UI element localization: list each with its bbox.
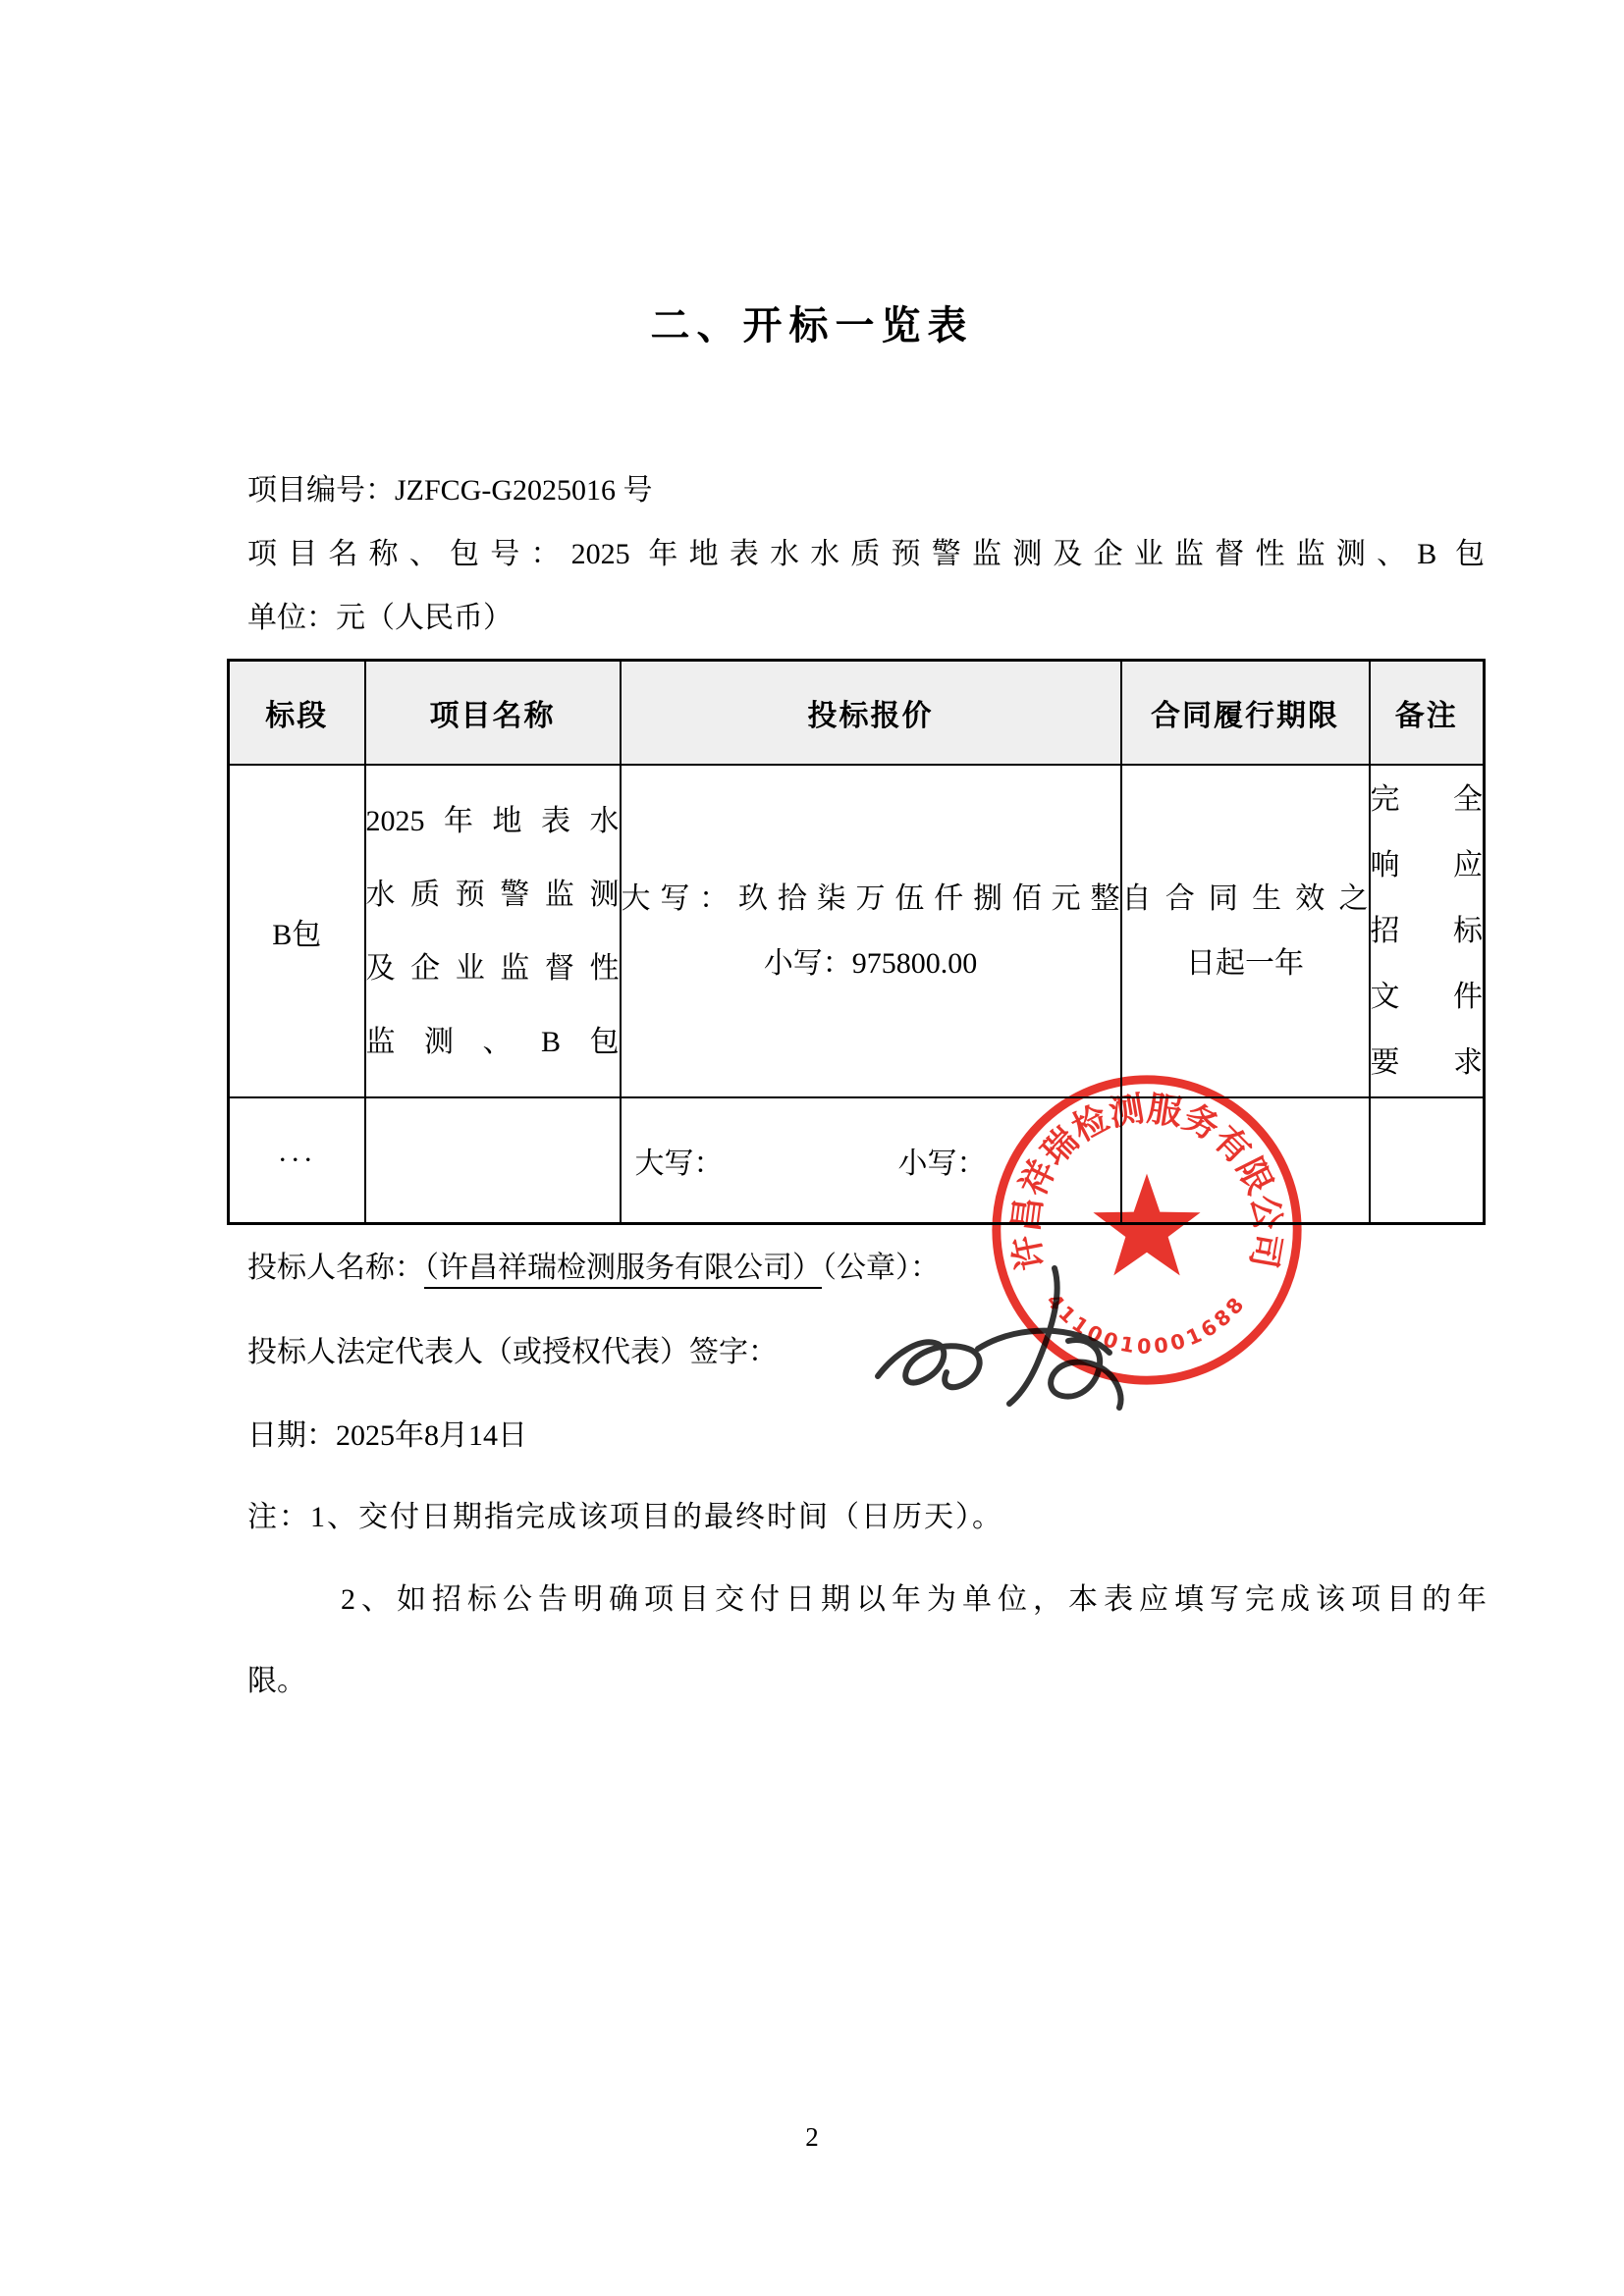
ellipsis-mark: ··· xyxy=(277,1144,316,1176)
cell-remark-empty xyxy=(1370,1097,1485,1224)
contract-period-line-1: 自合同生效之 xyxy=(1121,881,1369,915)
remark-line-1: 完全 xyxy=(1370,783,1483,816)
project-name-line-2: 水质预警监测 xyxy=(365,878,620,911)
header-remark: 备注 xyxy=(1370,661,1485,766)
unit-line: 单位：元（人民币） xyxy=(247,602,513,634)
project-meta xyxy=(247,471,1485,663)
header-project-name: 项目名称 xyxy=(365,661,621,766)
note-line-2: 2、如招标公告明确项目交付日期以年为单位，本表应填写完成该项目的年 xyxy=(341,1583,1492,1616)
project-name-line-4: 监测、B包 xyxy=(365,1025,620,1058)
seal-company-name: 许昌祥瑞检测服务有限公司 xyxy=(1005,1089,1288,1274)
cell-bid-price xyxy=(621,765,1121,1097)
header-bid-price: 投标报价 xyxy=(621,661,1121,766)
bid-price-upper-label: 大写： xyxy=(634,1148,724,1180)
project-name-line-3: 及企业监督性 xyxy=(365,951,620,985)
seal-number: 4110010001688 xyxy=(1041,1289,1249,1359)
header-contract-period: 合同履行期限 xyxy=(1121,661,1370,766)
cell-project-name xyxy=(365,765,621,1097)
remark-line-4: 文件 xyxy=(1370,981,1483,1013)
bidder-name-label: 投标人名称： xyxy=(247,1252,424,1284)
remark-line-3: 招标 xyxy=(1370,915,1483,947)
company-seal-stamp xyxy=(982,1065,1312,1395)
representative-signature-line: 投标人法定代表人（或授权代表）签字： xyxy=(247,1336,778,1368)
project-number-line: 项目编号：JZFCG-G2025016 号 xyxy=(247,474,653,507)
page-number: 2 xyxy=(805,2122,819,2152)
contract-period-line-2: 日起一年 xyxy=(1186,946,1304,980)
bidder-name-line xyxy=(247,1249,940,1288)
remark-line-2: 响应 xyxy=(1370,849,1483,881)
note-line-1: 注：1、交付日期指完成该项目的最终时间（日历天）。 xyxy=(247,1501,1003,1533)
seal-label: （公章）： xyxy=(822,1252,940,1284)
remark-line-5: 要求 xyxy=(1370,1046,1483,1079)
cell-section-ellipsis xyxy=(229,1097,365,1224)
bidder-name-value: （许昌祥瑞检测服务有限公司） xyxy=(424,1252,822,1289)
table-header-row xyxy=(229,661,1485,766)
bid-price-lower: 小写：975800.00 xyxy=(763,946,978,980)
bid-price-lower-label: 小写： xyxy=(897,1148,987,1180)
seal-star-icon xyxy=(1093,1174,1200,1276)
header-section: 标段 xyxy=(229,661,365,766)
date-line: 日期：2025年8月14日 xyxy=(247,1419,527,1452)
cell-remark xyxy=(1370,765,1485,1097)
cell-project-name-empty xyxy=(365,1097,621,1224)
cell-contract-period xyxy=(1121,765,1370,1097)
bid-price-upper: 大写：玖拾柒万伍仟捌佰元整 xyxy=(621,881,1120,915)
svg-text:4110010001688 xyxy=(1042,1289,1248,1358)
project-name-line-1: 2025年地表水 xyxy=(365,804,620,837)
note-line-2-continuation: 限。 xyxy=(247,1665,306,1697)
project-name-line: 项目名称、包号：2025 年地表水水质预警监测及企业监督性监测、B 包 xyxy=(247,538,1485,570)
cell-section: B包 xyxy=(229,765,365,1097)
page-title: 二、开标一览表 xyxy=(650,303,974,347)
table-row xyxy=(229,765,1485,1097)
